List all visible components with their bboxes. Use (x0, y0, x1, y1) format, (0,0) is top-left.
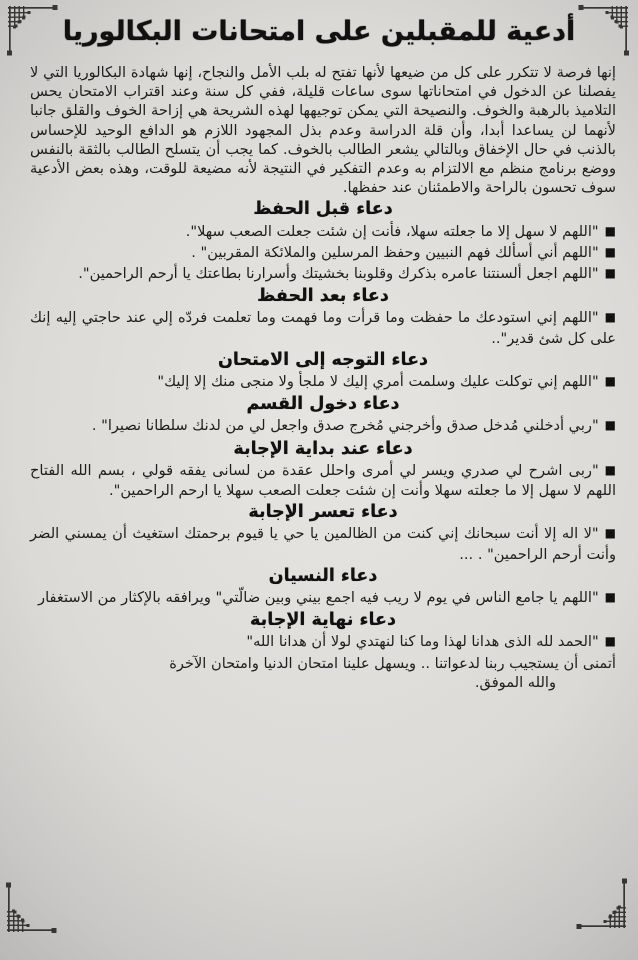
dua-item (30, 222, 616, 242)
dua-item (30, 372, 616, 392)
section-heading: دعاء التوجه إلى الامتحان (217, 349, 429, 370)
section-dua-entering-classroom (30, 395, 616, 436)
dua-text: "ربي أدخلني مُدخل صدق وأخرجني مُخرج صدق واجعل لي من لدنك سلطانا نصيرا" . (91, 417, 599, 435)
dua-text: "اللهم يا جامع الناس في يوم لا ريب فيه اجمع بيني وبين ضالّتي" ويرافقه بالإكثار من الاستغفار (38, 589, 599, 607)
dua-text: "الحمد لله الذى هدانا لهذا وما كنا لنهتدي لولا أن هدانا الله" (246, 633, 599, 651)
square-bullet-icon: ■ (604, 266, 616, 281)
dua-text: "لا اله إلا أنت سبحانك إني كنت من الظالمين يا حي يا قيوم برحمتك استغيث أن يمسني الضر وأنت أرحم الراحمين" . ... (30, 525, 616, 563)
square-bullet-icon: ■ (604, 526, 616, 541)
section-dua-end-of-answering (30, 611, 616, 692)
square-bullet-icon: ■ (604, 590, 616, 605)
corner-ornament-icon (572, 874, 628, 930)
dua-text: "اللهم لا سهل إلا ما جعلته سهلا، فأنت إن شئت جعلت الصعب سهلا". (185, 222, 599, 240)
section-heading: دعاء قبل الحفظ (253, 199, 393, 220)
section-dua-difficulty-answering (30, 503, 616, 564)
corner-ornament-icon (5, 878, 61, 934)
section-heading: دعاء بعد الحفظ (257, 286, 389, 307)
dua-text: "اللهم اجعل ألسنتنا عامره بذكرك وقلوبنا بخشيتك وأسرارنا بطاعتك يا أرحم الراحمين". (78, 265, 599, 283)
section-heading: دعاء النسيان (268, 565, 378, 586)
section-dua-after-memorizing (30, 287, 616, 348)
intro-paragraph: إنها فرصة لا تتكرر على كل من ضيعها لأنها تفتح له بلب الأمل والنجاح، إنها شهادة البكالوريا التي لا يفصلنا عن الدخول في امتحاناتها سوى ساعات قليلة، ففي كل سنة وعند اقتراب الامتحان يحس التلاميذ بالرهبة والخوف. والنصيحة التي يمكن توجيهها لهذه الشريحة هي إزاحة الخوف والقلق جانبا لأنهما لن يساعدا أبدا، وأن قلة الدراسة وعدم بذل المجهود اللازم هو الدافع الوحيد للإحساس بالذنب في حال الإخفاق وبالتالي يشعر الطالب بالخوف. كما يجب أن يتسلح الطالب بالثقة بالنفس ووضع برنامج منظم مع الالتزام به وعدم التفكير في النتيجة لأنه مضيعة للوقت، وهذه بعض الأدعية سوف تحسون بالراحة والاطمئنان عند حفظها. (30, 64, 616, 197)
section-heading: دعاء دخول القسم (246, 394, 400, 415)
section-heading: دعاء تعسر الإجابة (248, 502, 398, 523)
section-heading: دعاء نهاية الإجابة (250, 610, 396, 631)
dua-item (30, 308, 616, 347)
corner-ornament-icon (6, 4, 62, 60)
square-bullet-icon: ■ (604, 223, 616, 238)
square-bullet-icon: ■ (604, 244, 616, 259)
page-title: أدعية للمقبلين على امتحانات البكالوريا (62, 16, 576, 47)
dua-item (30, 461, 616, 500)
dua-item (30, 524, 616, 563)
square-bullet-icon: ■ (604, 634, 616, 649)
section-dua-before-memorizing (30, 200, 616, 284)
square-bullet-icon: ■ (604, 462, 616, 477)
dua-item (30, 243, 616, 263)
dua-item (30, 588, 616, 608)
section-dua-start-of-answering (30, 440, 616, 501)
square-bullet-icon: ■ (604, 418, 616, 433)
dua-text: "اللهم إني توكلت عليك وسلمت أمري إليك لا ملجأ ولا منجى منك إلا إليك" (157, 373, 599, 391)
dua-text: "ربى اشرح لي صدري ويسر لي أمرى واحلل عقدة من لسانى يفقه قولي ، بسم الله الفتاح اللهم لا سهل إلا ما جعلته سهلا وأنت إن شئت جعلت الصعب سهلا يا ارحم الراحمين". (30, 461, 616, 500)
corner-ornament-icon (574, 4, 630, 60)
dua-item (30, 632, 616, 652)
closing-blessing-text: والله الموفق. (474, 673, 556, 691)
section-dua-heading-to-exam (30, 351, 616, 392)
square-bullet-icon: ■ (604, 310, 616, 325)
square-bullet-icon: ■ (604, 374, 616, 389)
document-body (0, 53, 638, 692)
dua-text: "اللهم أني أسألك فهم النبيين وحفظ المرسلين والملائكة المقربين" . (191, 243, 599, 261)
dua-text: "اللهم إني استودعك ما حفظت وما قرأت وما فهمت وما تعلمت فردّه إلي عند حاجتي إليه إنك على كل شئ قدير".. (30, 309, 616, 347)
section-heading: دعاء عند بداية الإجابة (233, 438, 413, 459)
section-dua-forgetting (30, 567, 616, 608)
dua-item (30, 264, 616, 284)
dua-item (30, 416, 616, 436)
closing-wish-text: أتمنى أن يستجيب ربنا لدعواتنا .. ويسهل علينا امتحان الدنيا وامتحان الآخرة (169, 654, 616, 672)
